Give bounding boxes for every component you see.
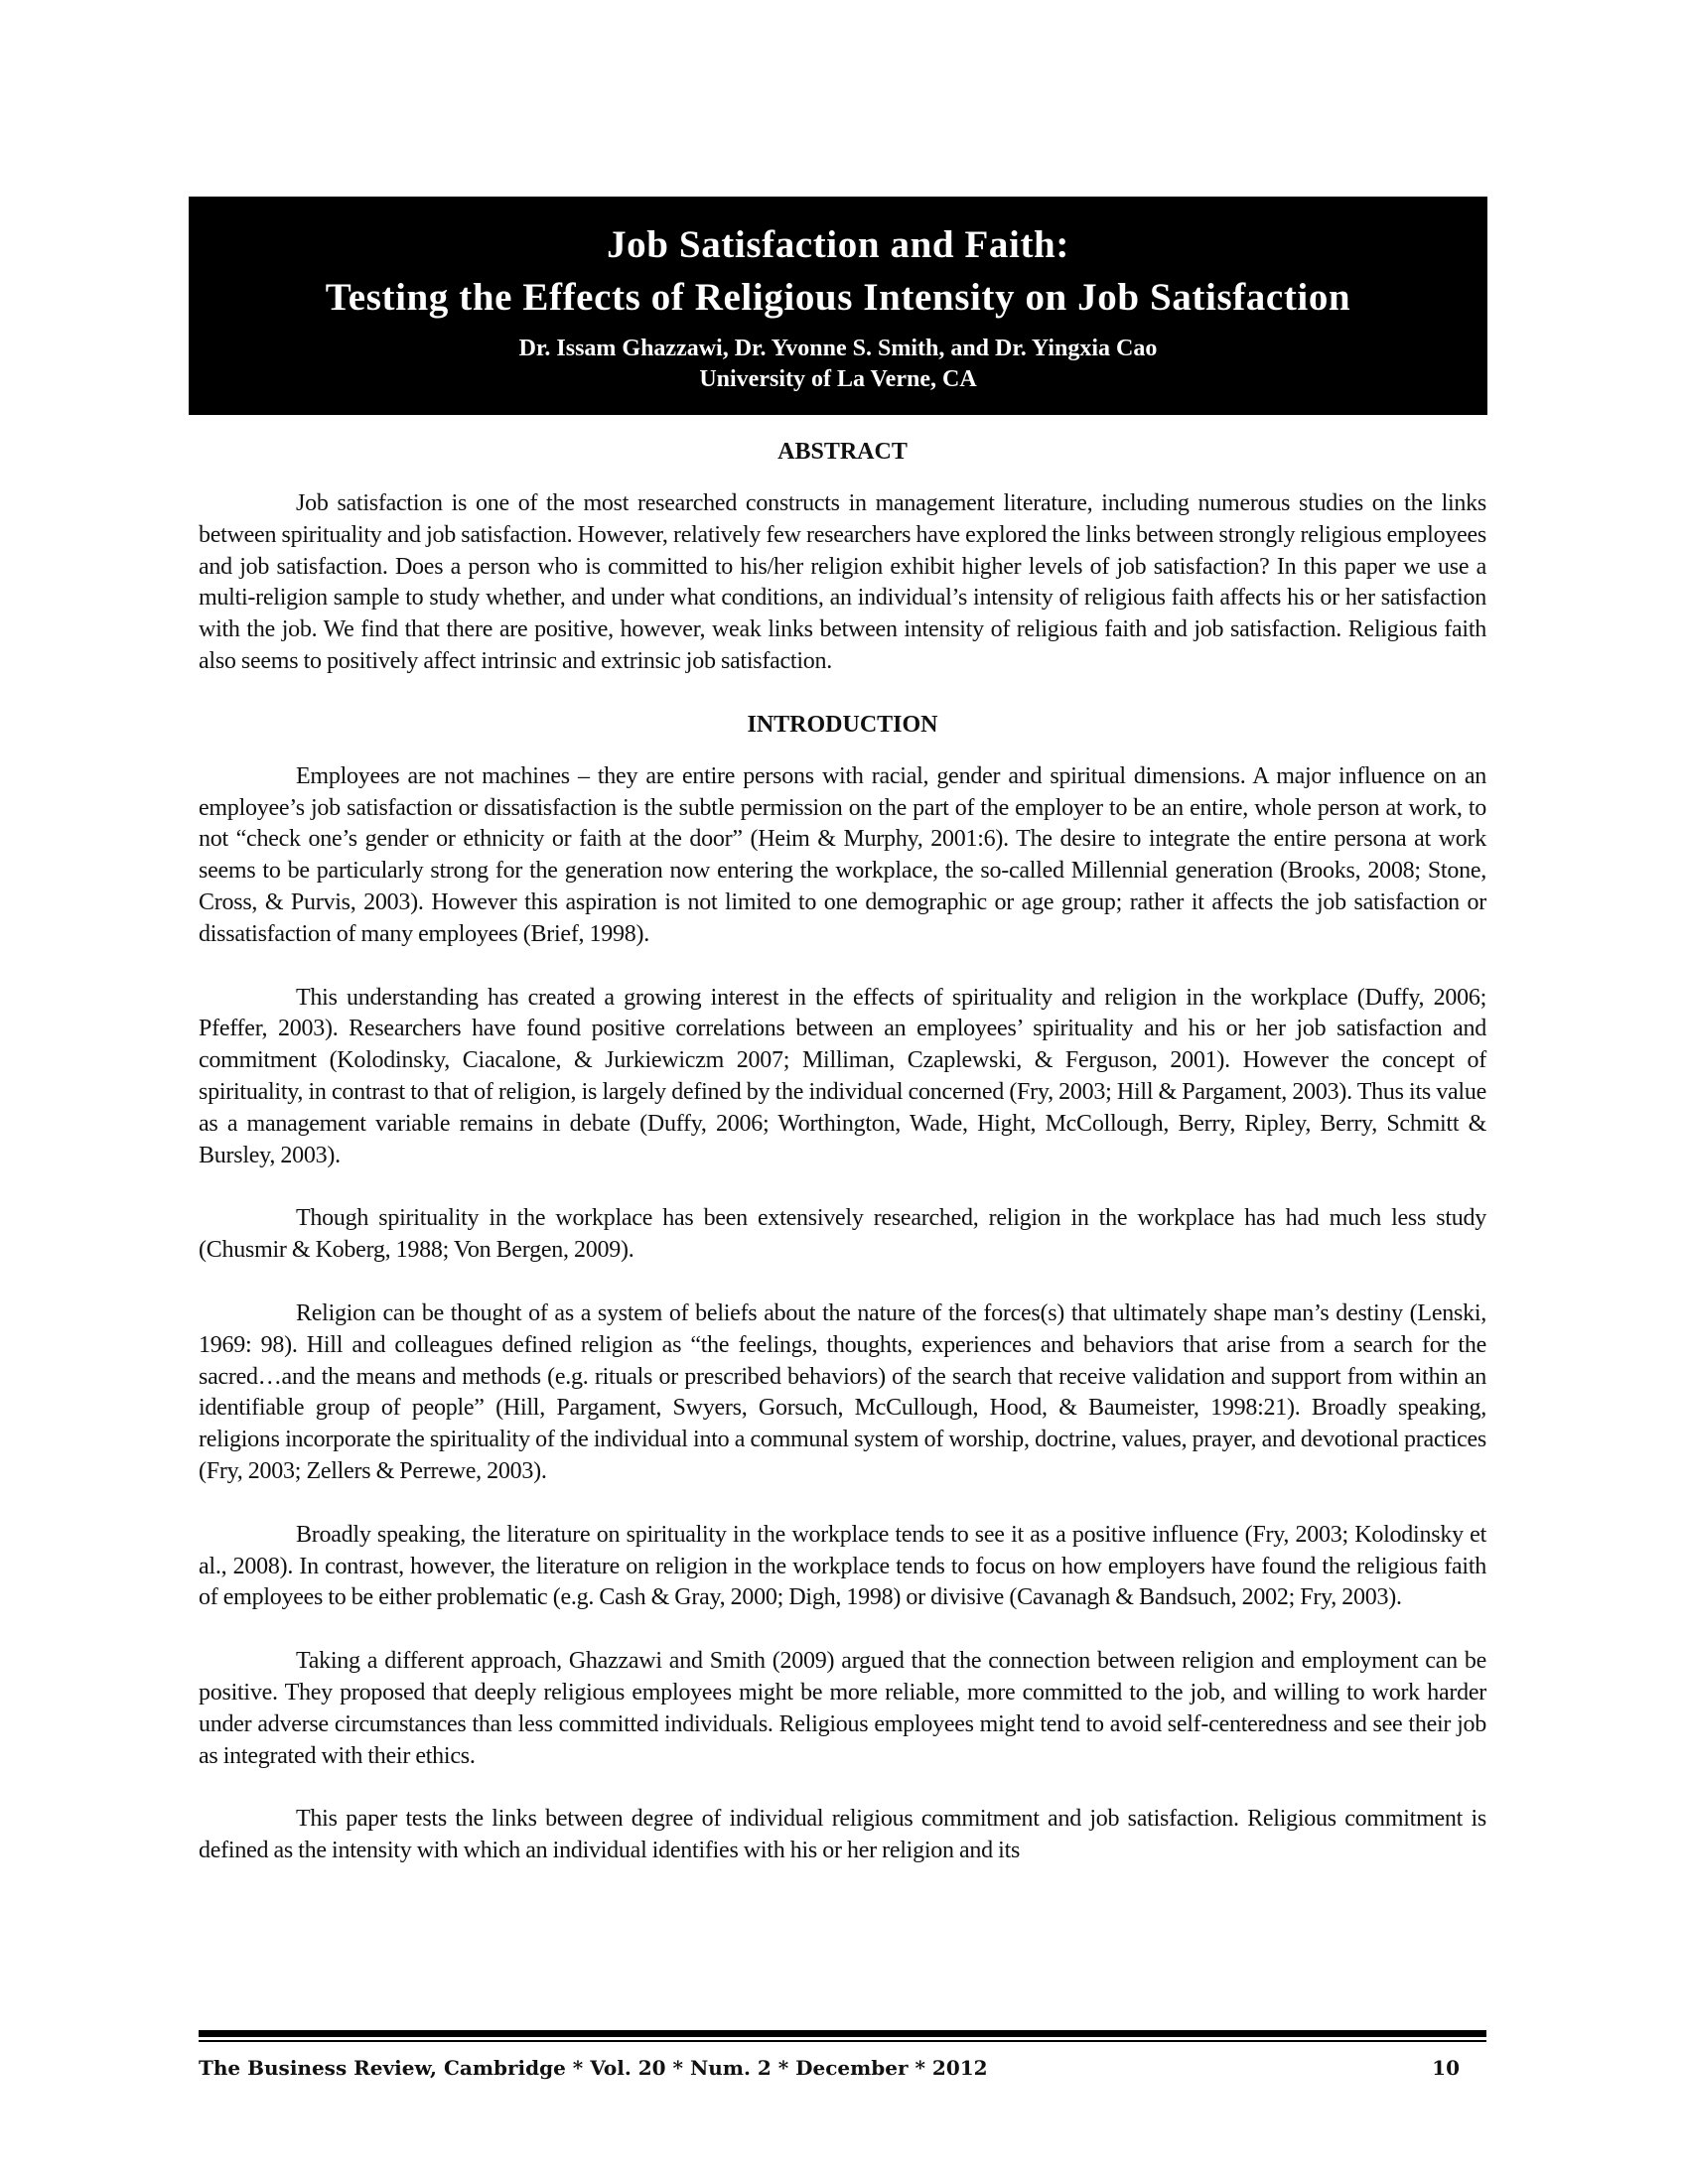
footer-rule-thick xyxy=(199,2030,1486,2037)
affiliation: University of La Verne, CA xyxy=(699,366,977,392)
intro-paragraph-5: Broadly speaking, the literature on spirituality in the workplace tends to see it as a positive influence (Fry, 2003; Kolodinsky et al., 2008). In contrast, however, the literature on religion in the workplace tends to focus on how employers have found the religious faith of employees to be either problematic (e.g. Cash & Gray, 2000; Digh, 1998) or divisive (Cavanagh & Bandsuch, 2002; Fry, 2003). xyxy=(199,1521,1486,1611)
title-block xyxy=(189,197,1487,415)
intro-paragraph-4: Religion can be thought of as a system of beliefs about the nature of the forces(s) that ultimately shape man’s destiny (Lenski, 1969: 98). Hill and colleagues defined religion as “the feelings, thoughts, experiences and behaviors that arise from a search for the sacred…and the means and methods (e.g. rituals or prescribed behaviors) of the search that receive validation and support from within an identifiable group of people” (Hill, Pargament, Swyers, Gorsuch, McCullough, Hood, & Baumeister, 1998:21). Broadly speaking, religions incorporate the spirituality of the individual into a communal system of worship, doctrine, values, prayer, and devotional practices (Fry, 2003; Zellers & Perrewe, 2003). xyxy=(199,1299,1486,1484)
abstract-text: Job satisfaction is one of the most researched constructs in management literature, including numerous studies on the links between spirituality and job satisfaction. However, relatively few researchers have explored the links between strongly religious employees and job satisfaction. Does a person who is committed to his/her religion exhibit higher levels of job satisfaction? In this paper we use a multi-religion sample to study whether, and under what conditions, an individual’s intensity of religious faith affects his or her satisfaction with the job. We find that there are positive, however, weak links between intensity of religious faith and job satisfaction. Religious faith also seems to positively affect intrinsic and extrinsic job satisfaction. xyxy=(199,490,1486,674)
intro-paragraph-7: This paper tests the links between degree of individual religious commitment and job satisfaction. Religious commitment is defined as the intensity with which an individual identifies with his or her religion and its xyxy=(199,1806,1486,1864)
page-number: 10 xyxy=(1432,2056,1460,2080)
intro-paragraph-2: This understanding has created a growing interest in the effects of spirituality and religion in the workplace (Duffy, 2006; Pfeffer, 2003). Researchers have found positive correlations between an employees’ spirituality and his or her job satisfaction and commitment (Kolodinsky, Ciacalone, & Jurkiewiczm 2007; Milliman, Czaplewski, & Ferguson, 2001). However the concept of spirituality, in contrast to that of religion, is largely defined by the individual concerned (Fry, 2003; Hill & Pargament, 2003). Thus its value as a management variable remains in debate (Duffy, 2006; Worthington, Wade, Hight, McCollough, Berry, Ripley, Berry, Schmitt & Bursley, 2003). xyxy=(199,984,1486,1168)
page-footer xyxy=(199,2055,1460,2081)
paper-title-line-2: Testing the Effects of Religious Intensity on Job Satisfaction xyxy=(325,276,1351,319)
footer-rule-thin xyxy=(199,2040,1486,2042)
authors: Dr. Issam Ghazzawi, Dr. Yvonne S. Smith, and Dr. Yingxia Cao xyxy=(518,336,1158,361)
intro-paragraph-3: Though spirituality in the workplace has been extensively researched, religion in the workplace has had much less study (Chusmir & Koberg, 1988; Von Bergen, 2009). xyxy=(199,1205,1486,1264)
paper-body xyxy=(199,437,1486,1867)
introduction-heading: INTRODUCTION xyxy=(747,711,938,738)
abstract-heading: ABSTRACT xyxy=(777,439,908,465)
intro-paragraph-6: Taking a different approach, Ghazzawi and Smith (2009) argued that the connection between religion and employment can be positive. They proposed that deeply religious employees might be more reliable, more committed to the job, and willing to work harder under adverse circumstances than less committed individuals. Religious employees might tend to avoid self-centeredness and see their job as integrated with their ethics. xyxy=(199,1648,1486,1769)
paper-title-line-1: Job Satisfaction and Faith: xyxy=(607,223,1069,266)
intro-paragraph-1: Employees are not machines – they are entire persons with racial, gender and spiritual dimensions. A major influence on an employee’s job satisfaction or dissatisfaction is the subtle permission on the part of the employer to be an entire, whole person at work, to not “check one’s gender or ethnicity or faith at the door” (Heim & Murphy, 2001:6). The desire to integrate the entire persona at work seems to be particularly strong for the generation now entering the workplace, the so-called Millennial generation (Brooks, 2008; Stone, Cross, & Purvis, 2003). However this aspiration is not limited to one demographic or age group; rather it affects the job satisfaction or dissatisfaction of many employees (Brief, 1998). xyxy=(199,762,1486,947)
journal-citation: The Business Review, Cambridge * Vol. 20 * Num. 2 * December * 2012 xyxy=(199,2056,988,2080)
